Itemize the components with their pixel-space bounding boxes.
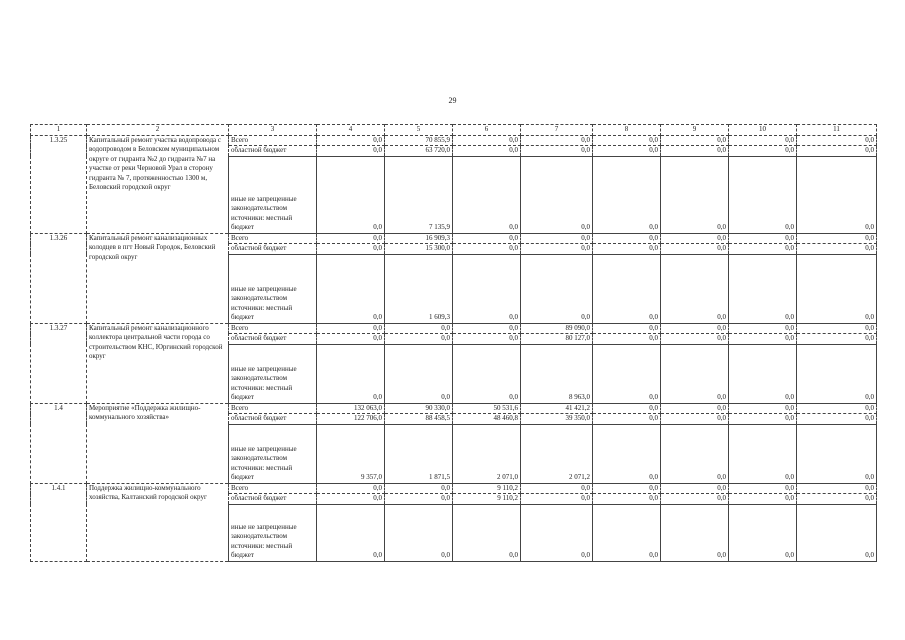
table-row (31, 323, 877, 334)
funding-source: иные не запрещенные законодательством источники: местный бюджет (229, 424, 317, 483)
value-cell: 0,0 (453, 244, 521, 255)
funding-source: Всего (229, 403, 317, 414)
value-cell: 0,0 (453, 323, 521, 334)
table-row (31, 403, 877, 414)
value-cell: 0,0 (521, 244, 593, 255)
value-cell: 0,0 (797, 323, 877, 334)
value-cell: 0,0 (593, 254, 661, 323)
value-cell: 0,0 (453, 334, 521, 345)
value-cell: 0,0 (385, 504, 453, 561)
value-cell: 0,0 (729, 323, 797, 334)
value-cell: 0,0 (729, 414, 797, 425)
value-cell: 0,0 (661, 414, 729, 425)
value-cell: 0,0 (661, 323, 729, 334)
row-code: 1.4 (31, 403, 87, 483)
value-cell: 0,0 (661, 344, 729, 403)
value-cell: 0,0 (317, 244, 385, 255)
value-cell: 90 330,0 (385, 403, 453, 414)
row-name: Капитальный ремонт участка водопровода с водопроводом в Беловском муниципальном округе от гидранта №2 до гидранта №7 на участке от реки Черновой Урал в сторону гидранта № 7, протяженностью 1300 м, Беловский городской округ (87, 135, 229, 233)
row-code: 1.3.27 (31, 323, 87, 403)
value-cell: 8 963,0 (521, 344, 593, 403)
value-cell: 0,0 (729, 244, 797, 255)
value-cell: 0,0 (521, 494, 593, 505)
column-header-cell: 7 (521, 125, 593, 136)
value-cell: 0,0 (593, 135, 661, 146)
value-cell: 0,0 (317, 146, 385, 157)
value-cell: 0,0 (729, 424, 797, 483)
value-cell: 0,0 (453, 344, 521, 403)
value-cell: 0,0 (521, 504, 593, 561)
column-header-cell: 4 (317, 125, 385, 136)
value-cell: 132 063,0 (317, 403, 385, 414)
value-cell: 0,0 (661, 504, 729, 561)
value-cell: 0,0 (385, 483, 453, 494)
value-cell: 0,0 (661, 494, 729, 505)
value-cell: 0,0 (317, 483, 385, 494)
row-name: Мероприятие «Поддержка жилищно-коммунального хозяйства» (87, 403, 229, 483)
value-cell: 70 855,9 (385, 135, 453, 146)
value-cell: 0,0 (317, 233, 385, 244)
value-cell: 0,0 (453, 504, 521, 561)
value-cell: 1 871,5 (385, 424, 453, 483)
value-cell: 39 350,0 (521, 414, 593, 425)
column-header-cell: 6 (453, 125, 521, 136)
column-header-cell: 11 (797, 125, 877, 136)
value-cell: 0,0 (593, 403, 661, 414)
value-cell: 0,0 (521, 146, 593, 157)
value-cell: 0,0 (661, 233, 729, 244)
funding-source: областной бюджет (229, 146, 317, 157)
column-header-cell: 10 (729, 125, 797, 136)
page-number: 29 (448, 96, 457, 105)
value-cell: 0,0 (593, 504, 661, 561)
value-cell: 0,0 (729, 334, 797, 345)
funding-source: областной бюджет (229, 334, 317, 345)
value-cell: 0,0 (521, 135, 593, 146)
funding-source: Всего (229, 233, 317, 244)
column-header-row (31, 125, 877, 136)
value-cell: 48 460,8 (453, 414, 521, 425)
budget-table (30, 124, 877, 562)
value-cell: 0,0 (385, 334, 453, 345)
value-cell: 0,0 (729, 344, 797, 403)
value-cell: 0,0 (729, 156, 797, 233)
value-cell: 0,0 (593, 344, 661, 403)
funding-source: иные не запрещенные законодательством источники: местный бюджет (229, 504, 317, 561)
value-cell: 0,0 (797, 135, 877, 146)
value-cell: 0,0 (453, 146, 521, 157)
value-cell: 0,0 (317, 323, 385, 334)
value-cell: 0,0 (797, 244, 877, 255)
column-header-cell: 2 (87, 125, 229, 136)
value-cell: 0,0 (593, 424, 661, 483)
value-cell: 0,0 (797, 233, 877, 244)
value-cell: 0,0 (317, 344, 385, 403)
value-cell: 0,0 (453, 233, 521, 244)
column-header-cell: 1 (31, 125, 87, 136)
value-cell: 0,0 (729, 494, 797, 505)
value-cell: 0,0 (729, 403, 797, 414)
value-cell: 0,0 (729, 135, 797, 146)
value-cell: 0,0 (797, 344, 877, 403)
value-cell: 0,0 (661, 334, 729, 345)
value-cell: 63 720,0 (385, 146, 453, 157)
value-cell: 0,0 (521, 233, 593, 244)
value-cell: 0,0 (385, 494, 453, 505)
row-name: Капитальный ремонт канализационного коллектора центральной части города со строительством КНС, Юргинский городской округ (87, 323, 229, 403)
value-cell: 0,0 (453, 254, 521, 323)
value-cell: 0,0 (317, 135, 385, 146)
value-cell: 89 090,0 (521, 323, 593, 334)
table-row (31, 135, 877, 146)
value-cell: 0,0 (661, 146, 729, 157)
funding-source: иные не запрещенные законодательством источники: местный бюджет (229, 344, 317, 403)
value-cell: 9 110,2 (453, 494, 521, 505)
value-cell: 0,0 (317, 504, 385, 561)
value-cell: 0,0 (521, 483, 593, 494)
value-cell: 0,0 (797, 254, 877, 323)
value-cell: 41 421,2 (521, 403, 593, 414)
funding-source: областной бюджет (229, 244, 317, 255)
value-cell: 0,0 (593, 323, 661, 334)
column-header-cell: 9 (661, 125, 729, 136)
value-cell: 0,0 (521, 156, 593, 233)
value-cell: 0,0 (797, 334, 877, 345)
value-cell: 0,0 (661, 254, 729, 323)
value-cell: 0,0 (593, 494, 661, 505)
funding-source: областной бюджет (229, 494, 317, 505)
value-cell: 0,0 (317, 156, 385, 233)
value-cell: 0,0 (453, 156, 521, 233)
value-cell: 0,0 (661, 483, 729, 494)
value-cell: 122 706,0 (317, 414, 385, 425)
value-cell: 0,0 (797, 483, 877, 494)
funding-source: Всего (229, 483, 317, 494)
value-cell: 2 071,2 (521, 424, 593, 483)
value-cell: 0,0 (661, 244, 729, 255)
value-cell: 0,0 (453, 135, 521, 146)
value-cell: 0,0 (317, 494, 385, 505)
value-cell: 0,0 (797, 414, 877, 425)
value-cell: 7 135,9 (385, 156, 453, 233)
value-cell: 80 127,0 (521, 334, 593, 345)
value-cell: 0,0 (729, 504, 797, 561)
value-cell: 0,0 (797, 146, 877, 157)
value-cell: 0,0 (593, 334, 661, 345)
value-cell: 0,0 (593, 244, 661, 255)
value-cell: 0,0 (797, 504, 877, 561)
column-header-cell: 5 (385, 125, 453, 136)
value-cell: 0,0 (729, 146, 797, 157)
value-cell: 0,0 (661, 156, 729, 233)
funding-source: Всего (229, 323, 317, 334)
row-code: 1.3.26 (31, 233, 87, 323)
value-cell: 0,0 (797, 424, 877, 483)
value-cell: 0,0 (385, 344, 453, 403)
value-cell: 0,0 (385, 323, 453, 334)
value-cell: 88 458,5 (385, 414, 453, 425)
row-name: Поддержка жилищно-коммунального хозяйства, Калтанский городской округ (87, 483, 229, 561)
value-cell: 0,0 (797, 156, 877, 233)
value-cell: 0,0 (593, 483, 661, 494)
column-header-cell: 8 (593, 125, 661, 136)
value-cell: 0,0 (661, 424, 729, 483)
funding-source: иные не запрещенные законодательством источники: местный бюджет (229, 156, 317, 233)
value-cell: 1 609,3 (385, 254, 453, 323)
value-cell: 50 531,6 (453, 403, 521, 414)
value-cell: 2 071,0 (453, 424, 521, 483)
row-code: 1.3.25 (31, 135, 87, 233)
value-cell: 0,0 (521, 254, 593, 323)
value-cell: 0,0 (729, 233, 797, 244)
funding-source: иные не запрещенные законодательством источники: местный бюджет (229, 254, 317, 323)
value-cell: 0,0 (797, 403, 877, 414)
value-cell: 0,0 (317, 334, 385, 345)
value-cell: 0,0 (797, 494, 877, 505)
value-cell: 0,0 (593, 233, 661, 244)
value-cell: 0,0 (729, 483, 797, 494)
funding-source: областной бюджет (229, 414, 317, 425)
value-cell: 0,0 (593, 414, 661, 425)
value-cell: 9 110,2 (453, 483, 521, 494)
row-code: 1.4.1 (31, 483, 87, 561)
funding-source: Всего (229, 135, 317, 146)
column-header-cell: 3 (229, 125, 317, 136)
row-name: Капитальный ремонт канализационных колодцев в пгт Новый Городок, Беловский городской округ (87, 233, 229, 323)
value-cell: 9 357,0 (317, 424, 385, 483)
table-row (31, 233, 877, 244)
value-cell: 0,0 (317, 254, 385, 323)
value-cell: 0,0 (661, 403, 729, 414)
value-cell: 15 300,0 (385, 244, 453, 255)
value-cell: 0,0 (593, 156, 661, 233)
table-row (31, 483, 877, 494)
value-cell: 16 909,3 (385, 233, 453, 244)
value-cell: 0,0 (729, 254, 797, 323)
value-cell: 0,0 (593, 146, 661, 157)
value-cell: 0,0 (661, 135, 729, 146)
